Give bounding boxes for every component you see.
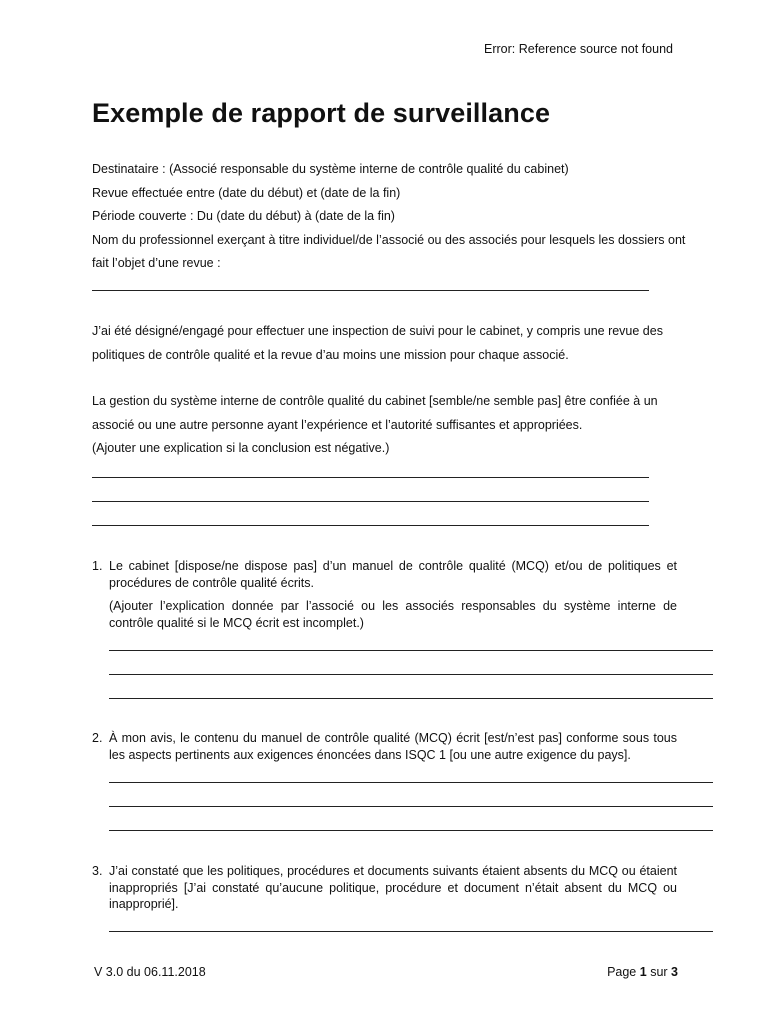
answer-line [109, 806, 713, 807]
item-1-answer-lines [109, 650, 713, 722]
answer-line [109, 650, 713, 651]
page-current: 1 [639, 965, 647, 979]
list-item-2 [92, 730, 677, 763]
page-total: 3 [671, 965, 678, 979]
management-text: La gestion du système interne de contrôle qualité du cabinet [semble/ne semble pas] être confiée à un associé ou une autre personne ayant l’expérience et l’autorité suffisantes et appropriées. [92, 394, 658, 432]
answer-line [109, 931, 713, 932]
item-text: Le cabinet [dispose/ne dispose pas] d’un manuel de contrôle qualité (MCQ) et/ou de politiques et procédures de contrôle qualité écrits. [109, 559, 677, 590]
answer-line [109, 674, 713, 675]
intro-answer-lines [92, 290, 649, 314]
answer-line [109, 782, 713, 783]
answer-line [92, 501, 649, 502]
page-title: Exemple de rapport de surveillance [92, 98, 551, 128]
management-paragraph [92, 390, 692, 461]
intro-section [92, 158, 692, 276]
answer-line [109, 830, 713, 831]
item-text: À mon avis, le contenu du manuel de contrôle qualité (MCQ) écrit [est/n’est pas] conforme sous tous les aspects pertinents aux exigences énoncées dans ISQC 1 [ou une autre exigence du pays]. [109, 731, 677, 762]
page-prefix: Page [607, 965, 637, 979]
management-note: (Ajouter une explication si la conclusion est négative.) [92, 441, 390, 456]
answer-line [92, 525, 649, 526]
answer-line [109, 698, 713, 699]
page-separator: sur [650, 965, 668, 979]
answer-line [92, 290, 649, 291]
covered-period-line: Période couverte : Du (date du début) à (date de la fin) [92, 209, 395, 224]
item-number: 1. [92, 559, 103, 573]
item-text: J’ai constaté que les politiques, procédures et documents suivants étaient absents du MCQ ou étaient inappropriés [J’ai constaté qu’aucune politique, procédure et document n’était absent du MCQ ou inapproprié]. [109, 864, 677, 911]
header-reference: Error: Reference source not found [484, 42, 673, 56]
item-2-answer-lines [109, 782, 713, 854]
review-period-line: Revue effectuée entre (date du début) et (date de la fin) [92, 185, 401, 200]
answer-line [92, 477, 649, 478]
footer-version: V 3.0 du 06.11.2018 [94, 965, 206, 979]
item-number: 3. [92, 864, 103, 878]
footer-page-number [607, 965, 678, 979]
professional-names-line: Nom du professionnel exerçant à titre individuel/de l’associé ou des associés pour lesquels les dossiers ont fait l’objet d’une revue : [92, 232, 686, 271]
item-3-answer-lines [109, 931, 713, 955]
item-number: 2. [92, 731, 103, 745]
recipient-line: Destinataire : (Associé responsable du système interne de contrôle qualité du cabinet) [92, 162, 569, 176]
list-item-1 [92, 558, 677, 631]
list-item-3 [92, 863, 677, 913]
inspection-paragraph [92, 320, 692, 367]
management-answer-lines [92, 477, 649, 549]
item-note: (Ajouter l’explication donnée par l’associé ou les associés responsables du système interne de contrôle qualité si le MCQ écrit est incomplet.) [109, 599, 677, 630]
inspection-text: J’ai été désigné/engagé pour effectuer une inspection de suivi pour le cabinet, y compris une revue des politiques de contrôle qualité et la revue d’au moins une mission pour chaque associé. [92, 324, 663, 362]
